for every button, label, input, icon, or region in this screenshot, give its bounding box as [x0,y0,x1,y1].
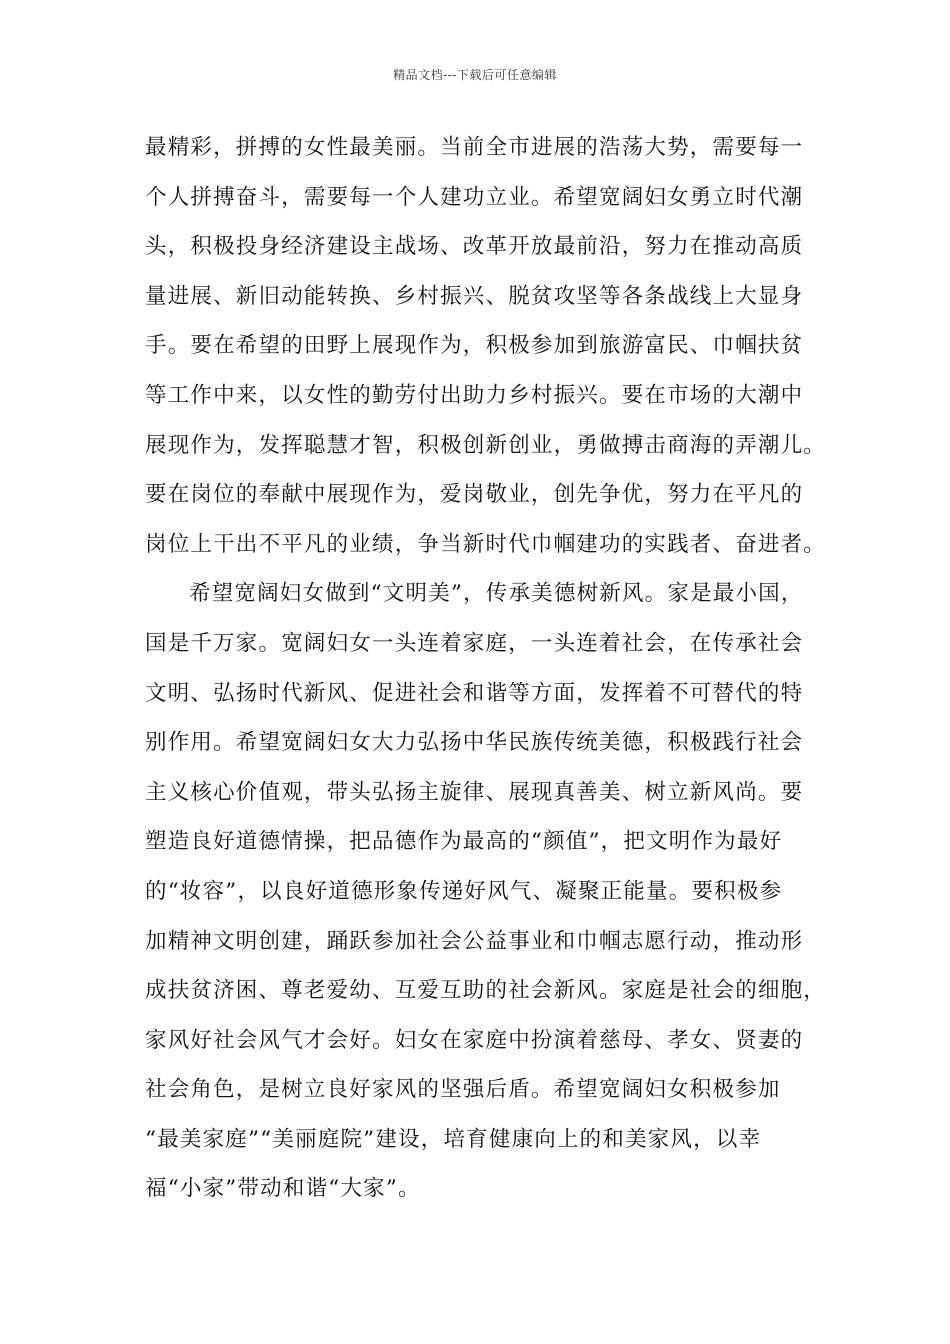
text-line: 成扶贫济困、尊老爱幼、互爱互助的社会新风。家庭是社会的细胞， [145,978,827,1004]
text-line: 塑造良好道德情操，把品德作为最高的“颜值”，把文明作为最好 [145,829,783,855]
text-line: 要在岗位的奉献中展现作为，爱岗敬业，创先争优，努力在平凡的 [145,482,804,508]
text-line: 加精神文明创建，踊跃参加社会公益事业和巾帼志愿行动，推动形 [145,928,804,954]
text-line: “最美家庭”“美丽庭院”建设，培育健康向上的和美家风，以幸 [145,1126,762,1152]
text-line: 的“妆容”，以良好道德形象传递好风气、凝聚正能量。要积极参 [145,878,783,904]
text-line: 国是千万家。宽阔妇女一头连着家庭，一头连着社会，在传承社会 [145,630,804,656]
text-line: 等工作中来，以女性的勤劳付出助力乡村振兴。要在市场的大潮中 [145,382,804,408]
text-line: 头，积极投身经济建设主战场、改革开放最前沿，努力在推动高质 [145,234,804,260]
text-line: 展现作为，发挥聪慧才智，积极创新创业，勇做搏击商海的弄潮儿。 [145,432,827,458]
text-line: 个人拼搏奋斗，需要每一个人建功立业。希望宽阔妇女勇立时代潮 [145,184,804,210]
text-line: 家风好社会风气才会好。妇女在家庭中扮演着慈母、孝女、贤妻的 [145,1027,804,1053]
text-line: 最精彩，拼搏的女性最美丽。当前全市进展的浩荡大势，需要每一 [145,135,804,160]
text-line: 量进展、新旧动能转换、乡村振兴、脱贫攻坚等各条战线上大显身 [145,283,804,309]
body-text [145,128,825,1219]
text-line: 手。要在希望的田野上展现作为，积极参加到旅游富民、巾帼扶贫 [145,333,804,359]
paragraph-start-line: 希望宽阔妇女做到“文明美”，传承美德树新风。家是最小国， [189,581,804,607]
text-line: 文明、弘扬时代新风、促进社会和谐等方面，发挥着不可替代的特 [145,680,804,706]
page-header: 精品文档---下载后可任意编辑 [393,68,557,82]
text-line: 岗位上干出不平凡的业绩，争当新时代巾帼建功的实践者、奋进者。 [145,531,827,557]
text-line: 福“小家”带动和谐“大家”。 [145,1176,421,1202]
text-line: 别作用。希望宽阔妇女大力弘扬中华民族传统美德，积极践行社会 [145,730,804,756]
text-line: 主义核心价值观，带头弘扬主旋律、展现真善美、树立新风尚。要 [145,779,804,805]
text-line: 社会角色，是树立良好家风的坚强后盾。希望宽阔妇女积极参加 [145,1077,781,1103]
